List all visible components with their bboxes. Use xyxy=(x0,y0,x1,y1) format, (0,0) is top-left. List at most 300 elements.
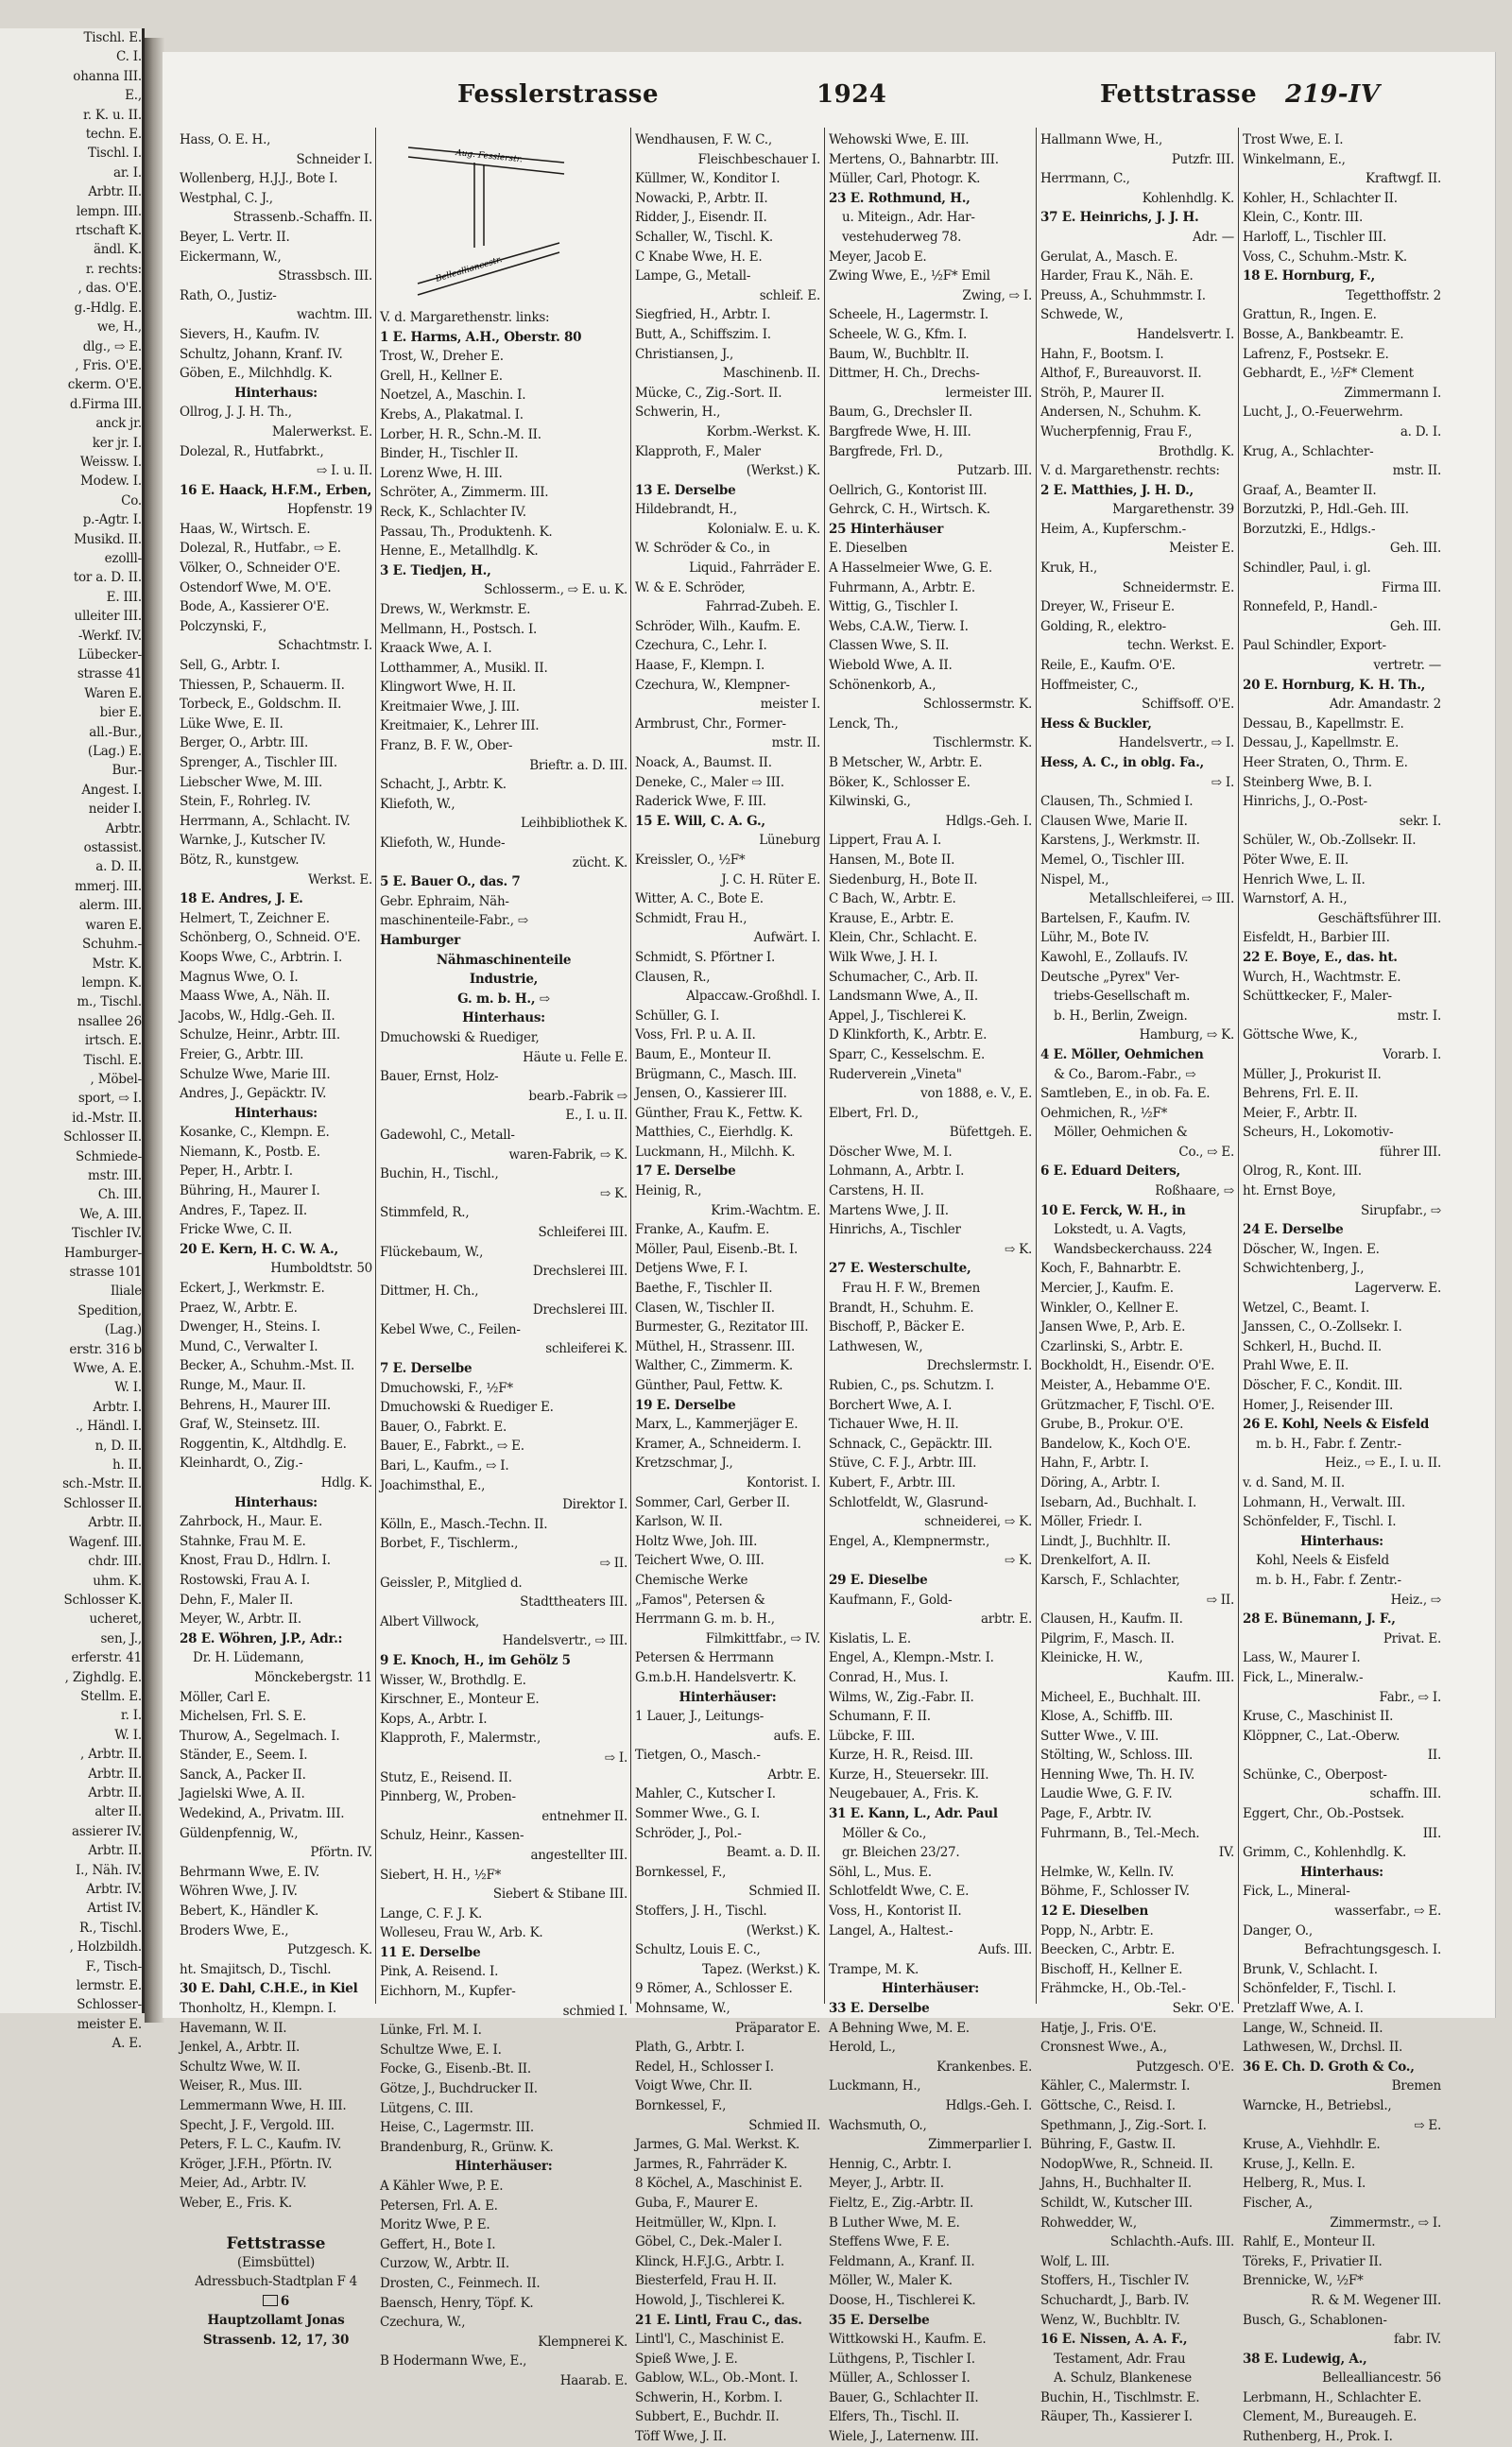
resident-entry: Tietgen, O., Masch.- xyxy=(635,1748,761,1764)
resident-entry: m. b. H., Fabr. f. Zentr.- xyxy=(1256,1572,1401,1588)
resident-entry: Thonholtz, H., Klempn. I. xyxy=(180,2001,336,2016)
resident-entry: Lange, C. F. J. K. xyxy=(380,1905,483,1921)
column-entries xyxy=(1243,130,1441,2447)
street-title: Fettstrasse xyxy=(226,2233,326,2253)
resident-entry: ⇨ K. xyxy=(600,1185,627,1201)
resident-entry: Janssen, C., O.-Zollsekr. I. xyxy=(1243,1319,1402,1336)
resident-entry: Deneke, C., Maler ⇨ III. xyxy=(635,774,784,790)
resident-entry: Schultz, Louis E. C., xyxy=(635,1942,761,1958)
previous-page-line: r. rechts: xyxy=(85,261,142,277)
resident-entry: Kruse, J., Kelln. E. xyxy=(1243,2156,1355,2172)
resident-entry: aufs. E. xyxy=(773,1728,820,1744)
resident-entry: Schröder, Wilh., Kaufm. E. xyxy=(635,618,800,634)
resident-entry: Hopfenstr. 19 xyxy=(286,502,372,518)
resident-entry: Graaf, A., Beamter II. xyxy=(1243,482,1377,498)
resident-entry: Brandt, H., Schuhm. E. xyxy=(829,1300,974,1316)
resident-entry: Detjens Wwe, F. I. xyxy=(635,1261,748,1277)
resident-entry: Fick, L., Mineralw.- xyxy=(1243,1669,1364,1685)
resident-entry: B Hodermann Wwe, E., xyxy=(380,2353,527,2369)
resident-entry: Schulze, Heinr., Arbtr. III. xyxy=(180,1027,340,1043)
resident-entry: Oehmichen, R., ½F* xyxy=(1040,1105,1168,1121)
resident-entry: ⇨ E. xyxy=(1414,2117,1441,2133)
resident-entry: Page, F., Arbtr. IV. xyxy=(1040,1806,1152,1822)
resident-entry: Wisser, W., Brothdlg. E. xyxy=(380,1672,526,1688)
previous-page-line: h. II. xyxy=(112,1457,142,1473)
resident-entry: Möller, Friedr. I. xyxy=(1040,1514,1143,1530)
resident-entry: 1 Lauer, J., Leitungs- xyxy=(635,1709,765,1725)
resident-entry: Heise, C., Lagermstr. III. xyxy=(380,2120,534,2136)
house-number-entry: Hess & Buckler, xyxy=(1040,715,1152,732)
resident-entry: Paul Schindler, Export- xyxy=(1243,638,1386,654)
resident-entry: „Famos", Petersen & xyxy=(635,1592,765,1608)
resident-entry: Kaufmann, F., Gold- xyxy=(829,1592,953,1608)
resident-entry: Wetzel, C., Beamt. I. xyxy=(1243,1300,1370,1316)
resident-entry: Siebert, H. H., ½F* xyxy=(380,1867,502,1883)
resident-entry: Jacobs, W., Hdlg.-Geh. II. xyxy=(180,1008,335,1024)
resident-entry: 9 Römer, A., Schlosser E. xyxy=(635,1981,793,1997)
resident-entry: W. & E. Schröder, xyxy=(635,579,746,595)
resident-entry: Eisfeldt, H., Barbier III. xyxy=(1243,930,1390,946)
resident-entry: Böhme, F., Schlosser IV. xyxy=(1040,1884,1190,1900)
resident-entry: B Luther Wwe, M. E. xyxy=(829,2214,960,2231)
resident-entry: Bosse, A., Bankbeamtr. E. xyxy=(1243,326,1404,342)
resident-entry: führer III. xyxy=(1379,1144,1441,1160)
resident-entry: Joachimsthal, E., xyxy=(380,1477,486,1493)
resident-entry: Matthies, C., Eierhdlg. K. xyxy=(635,1125,794,1141)
resident-entry: Lüthgens, P., Tischler I. xyxy=(829,2351,975,2367)
resident-entry: C Bach, W., Arbtr. E. xyxy=(829,891,956,907)
resident-entry: Reck, K., Schlachter IV. xyxy=(380,504,526,520)
resident-entry: Bargfrede Wwe, H. III. xyxy=(829,423,971,439)
resident-entry: Kruk, H., xyxy=(1040,560,1098,577)
house-number-entry: 19 E. Derselbe xyxy=(635,1397,736,1413)
resident-entry: Metallschleiferei, ⇨ III. xyxy=(1089,891,1234,907)
resident-entry: Mönckebergstr. 11 xyxy=(254,1669,372,1685)
resident-entry: Helmke, W., Kelln. IV. xyxy=(1040,1864,1175,1880)
resident-entry: Kramer, A., Schneiderm. I. xyxy=(635,1436,801,1452)
resident-entry: Strassenb.-Schaffn. II. xyxy=(232,210,372,226)
house-number-entry: 11 E. Derselbe xyxy=(380,1944,481,1960)
resident-entry: Neugebauer, A., Fris. K. xyxy=(829,1786,979,1802)
resident-entry: Kreitmaier, K., Lehrer III. xyxy=(380,718,540,734)
resident-entry: ht. Smajitsch, D., Tischl. xyxy=(180,1961,332,1977)
resident-entry: Henrich Wwe, L. II. xyxy=(1243,871,1366,887)
resident-entry: Redel, H., Schlosser I. xyxy=(635,2059,774,2075)
resident-entry: Scheele, W. G., Kfm. I. xyxy=(829,326,967,342)
resident-entry: Siebert & Stibane III. xyxy=(492,1887,627,1903)
house-number-entry: Hamburger xyxy=(380,933,461,948)
previous-page-line: ostassist. xyxy=(83,840,142,856)
resident-entry: Noetzel, A., Maschin. I. xyxy=(380,388,526,404)
header-page-number: 219-IV xyxy=(1285,80,1381,109)
resident-entry: Adr. — xyxy=(1193,229,1234,245)
resident-entry: Henning Wwe, Th. H. IV. xyxy=(1040,1766,1194,1783)
resident-entry: E. Dieselben xyxy=(829,541,908,557)
resident-entry: Schlachth.-Aufs. III. xyxy=(1109,2234,1234,2250)
resident-entry: Lemmermann Wwe, H. III. xyxy=(180,2097,347,2113)
resident-entry: Schwerin, H., xyxy=(635,405,721,421)
resident-entry: Havemann, W. II. xyxy=(180,2020,287,2036)
resident-entry: Trost, W., Dreher E. xyxy=(380,349,504,365)
resident-entry: waren-Fabrik, ⇨ K. xyxy=(508,1146,627,1163)
resident-entry: Lokstedt, u. A. Vagts, xyxy=(1054,1222,1187,1238)
previous-page-line: Schlosser- xyxy=(77,1997,142,2013)
resident-entry: Runge, M., Maur. II. xyxy=(180,1378,306,1393)
resident-entry: Brandenburg, R., Grünw. K. xyxy=(380,2139,554,2155)
resident-entry: Behrens, H., Maurer III. xyxy=(180,1397,331,1413)
resident-entry: techn. Werkst. E. xyxy=(1126,638,1234,654)
previous-page-line: We, A. III. xyxy=(79,1206,142,1222)
resident-entry: Gebr. Ephraim, Näh- xyxy=(380,893,509,909)
previous-page-line: ändl. K. xyxy=(93,242,142,258)
resident-entry: Bauer, G., Schlachter II. xyxy=(829,2389,979,2405)
resident-entry: wachtm. III. xyxy=(297,307,372,323)
previous-page-line: (Lag.) xyxy=(104,1322,142,1338)
resident-entry: Lütgens, C. III. xyxy=(380,2100,473,2116)
envelope-icon xyxy=(263,2295,278,2306)
resident-entry: Tapez. (Werkst.) K. xyxy=(702,1961,820,1977)
resident-entry: Pinnberg, W., Proben- xyxy=(380,1789,516,1805)
resident-entry: Stahnke, Frau M. E. xyxy=(180,1533,306,1549)
resident-entry: Kohl, Neels & Eisfeld xyxy=(1256,1553,1389,1569)
resident-entry: Klapproth, F., Maler xyxy=(635,443,761,459)
resident-entry: II. xyxy=(1427,1748,1441,1764)
resident-entry: Bellealliancestr. 56 xyxy=(1322,2370,1441,2387)
resident-entry: Zwing, ⇨ I. xyxy=(962,287,1032,303)
resident-entry: Göttsche, C., Reisd. I. xyxy=(1040,2097,1176,2113)
resident-entry: Bötz, R., kunstgew. xyxy=(180,852,300,868)
resident-entry: Raderick Wwe, F. III. xyxy=(635,794,766,810)
previous-page-line: alerm. III. xyxy=(78,898,142,914)
resident-entry: Franke, A., Kaufm. E. xyxy=(635,1222,770,1238)
resident-entry: Wolf, L. III. xyxy=(1040,2253,1110,2269)
previous-page-line: Artist IV. xyxy=(87,1901,142,1917)
resident-entry: Böker, K., Schlosser E. xyxy=(829,774,971,790)
resident-entry: m. b. H., Fabr. f. Zentr.- xyxy=(1256,1436,1401,1452)
resident-entry: Andersen, N., Schuhm. K. xyxy=(1040,405,1202,421)
resident-entry: Klingwort Wwe, H. II. xyxy=(380,680,516,696)
resident-entry: ht. Ernst Boye, xyxy=(1243,1183,1336,1199)
resident-entry: Frähmcke, H., Ob.-Tel.- xyxy=(1040,1981,1186,1997)
previous-page-line: all.-Bur., xyxy=(89,724,142,740)
resident-entry: Lafrenz, F., Postsekr. E. xyxy=(1243,346,1389,362)
resident-entry: Drechslermstr. I. xyxy=(926,1358,1032,1374)
previous-page-line: , Arbtr. II. xyxy=(80,1747,142,1763)
resident-entry: Wenz, W., Buchbltr. IV. xyxy=(1040,2312,1180,2328)
resident-entry: Putzgesch. K. xyxy=(287,1942,372,1958)
resident-entry: Clausen, H., Kaufm. II. xyxy=(1040,1611,1183,1628)
resident-entry: Schneider I. xyxy=(296,151,372,167)
resident-entry: Doose, H., Tischlerei K. xyxy=(829,2292,976,2308)
resident-entry: Kops, A., Arbtr. I. xyxy=(380,1711,488,1727)
resident-entry: Haas, W., Wirtsch. E. xyxy=(180,521,311,537)
resident-entry: Bremen xyxy=(1391,2078,1441,2094)
resident-entry: Korbm.-Werkst. K. xyxy=(706,423,820,439)
resident-entry: Danger, O., xyxy=(1243,1922,1313,1939)
resident-entry: von 1888, e. V., E. xyxy=(920,1086,1032,1102)
resident-entry: triebs-Gesellschaft m. xyxy=(1054,989,1191,1005)
resident-entry: Trampe, M. K. xyxy=(829,1961,919,1977)
previous-page-line: E., xyxy=(125,88,142,104)
resident-entry: Carstens, H. II. xyxy=(829,1183,924,1199)
house-number-entry: 22 E. Boye, E., das. ht. xyxy=(1243,949,1398,965)
resident-entry: Sirupfabr., ⇨ xyxy=(1361,1202,1441,1218)
resident-entry: Zimmerparlier I. xyxy=(928,2137,1032,2153)
resident-entry: Roggentin, K., Altdhdlg. E. xyxy=(180,1436,347,1452)
resident-entry: Geh. III. xyxy=(1389,541,1441,557)
house-number-entry: 17 E. Derselbe xyxy=(635,1163,736,1180)
resident-entry: Albert Villwock, xyxy=(380,1613,480,1629)
previous-page-line: r. K. u. II. xyxy=(82,107,142,123)
resident-entry: Kleinicke, H. W., xyxy=(1040,1650,1143,1666)
resident-entry: Schulz, Heinr., Kassen- xyxy=(380,1828,524,1844)
resident-entry: Zimmermann I. xyxy=(1344,385,1441,401)
resident-entry: Rubien, C., ps. Schutzm. I. xyxy=(829,1378,994,1393)
header-right-street: Fettstrasse xyxy=(1100,80,1258,109)
resident-entry: Brennicke, W., ½F* xyxy=(1243,2273,1364,2289)
resident-entry: Andres, F., Tapez. II. xyxy=(180,1202,307,1218)
section-heading: Industrie, xyxy=(469,972,539,988)
resident-entry: Bockholdt, H., Eisendr. O'E. xyxy=(1040,1358,1215,1374)
resident-entry: (Werkst.) K. xyxy=(746,1922,820,1939)
resident-entry: Klein, Chr., Schlacht. E. xyxy=(829,930,977,946)
resident-entry: Herrmann G. m. b. H., xyxy=(635,1611,775,1628)
resident-entry: Schultz, Johann, Kranf. IV. xyxy=(180,346,343,362)
resident-entry: Gablow, W.L., Ob.-Mont. I. xyxy=(635,2370,799,2387)
resident-entry: Hass, O. E. H., xyxy=(180,132,271,147)
resident-entry: Klempnerei K. xyxy=(538,2334,627,2350)
resident-entry: Dessau, J., Kapellmstr. E. xyxy=(1243,735,1399,751)
resident-entry: ⇨ I. xyxy=(604,1749,627,1766)
resident-entry: Webs, C.A.W., Tierw. I. xyxy=(829,618,969,634)
house-number-entry: 36 E. Ch. D. Groth & Co., xyxy=(1243,2059,1415,2075)
resident-entry: Beecken, C., Arbtr. E. xyxy=(1040,1942,1176,1958)
resident-entry: Heiz., ⇨ E., I. u. II. xyxy=(1324,1456,1441,1472)
resident-entry: Kohlenhdlg. K. xyxy=(1142,190,1234,206)
resident-entry: Humboldtstr. 50 xyxy=(270,1261,372,1277)
resident-entry: Brunk, V., Schlacht. I. xyxy=(1243,1961,1378,1977)
house-number-entry: 16 E. Haack, H.F.M., Erben, xyxy=(180,482,372,498)
resident-entry: Maschinenb. II. xyxy=(722,366,820,382)
resident-entry: Broders Wwe, E., xyxy=(180,1922,289,1939)
previous-page-line: alter II. xyxy=(94,1804,142,1820)
resident-entry: Harloff, L., Tischler III. xyxy=(1243,229,1386,245)
resident-entry: Martens Wwe, J. II. xyxy=(829,1202,949,1218)
header-year: 1924 xyxy=(816,80,887,109)
resident-entry: Luckmann, H., xyxy=(829,2078,921,2094)
resident-entry: u. Miteign., Adr. Har- xyxy=(842,210,975,226)
previous-page-line: Angest. I. xyxy=(81,782,142,798)
column-rule xyxy=(1036,128,1037,2004)
previous-page-line: anck jr. xyxy=(95,416,142,432)
resident-entry: Schaller, W., Tischl. K. xyxy=(635,229,773,245)
resident-entry: Schumacher, C., Arb. II. xyxy=(829,969,978,985)
resident-entry: Hdlg. K. xyxy=(320,1474,372,1491)
resident-entry: Wilk Wwe, J. H. I. xyxy=(829,949,938,965)
resident-entry: Geffert, H., Bote I. xyxy=(380,2236,496,2252)
resident-entry: Golding, R., elektro- xyxy=(1040,618,1166,634)
resident-entry: Krug, A., Schlachter- xyxy=(1243,443,1374,459)
resident-entry: Lotthammer, A., Musikl. II. xyxy=(380,660,548,676)
resident-entry: Chemische Werke xyxy=(635,1572,748,1588)
resident-entry: Schildt, W., Kutscher III. xyxy=(1040,2195,1193,2211)
resident-entry: schmied I. xyxy=(562,2003,627,2019)
resident-entry: Wurch, H., Wachtmstr. E. xyxy=(1243,969,1401,985)
previous-page-line: ar. I. xyxy=(112,164,142,181)
previous-page-line: W. I. xyxy=(114,1727,142,1743)
directory-column-6 xyxy=(1243,130,1441,2445)
resident-entry: Günther, Paul, Fettw. K. xyxy=(635,1378,783,1393)
resident-entry: Fuhrmann, B., Tel.-Mech. xyxy=(1040,1825,1200,1841)
resident-entry: Putzfr. III. xyxy=(1171,151,1234,167)
resident-entry: Frau H. F. W., Bremen xyxy=(842,1281,981,1297)
resident-entry: Thiessen, P., Schauerm. II. xyxy=(180,677,345,693)
resident-entry: Schleiferei III. xyxy=(538,1224,627,1240)
resident-entry: Bandelow, K., Koch O'E. xyxy=(1040,1436,1191,1452)
resident-entry: Schmidt, Frau H., xyxy=(635,910,747,926)
previous-page-line: assierer IV. xyxy=(71,1823,142,1839)
previous-page-line: g.-Hdlg. E. xyxy=(74,300,142,316)
resident-entry: Dittmer, H. Ch., Drechs- xyxy=(829,366,980,382)
section-heading: Hinterhaus: xyxy=(1300,1864,1383,1880)
resident-entry: Schüller, G. I. xyxy=(635,1008,720,1024)
resident-entry: Müthel, H., Strassenr. III. xyxy=(635,1338,795,1354)
resident-entry: Moritz Wwe, P. E. xyxy=(380,2217,490,2233)
resident-entry: Petersen, Frl. A. E. xyxy=(380,2197,498,2214)
resident-entry: IV. xyxy=(1218,1845,1234,1861)
resident-entry: Andres, J., Gepäcktr. IV. xyxy=(180,1086,327,1102)
resident-entry: Clasen, W., Tischler II. xyxy=(635,1300,775,1316)
previous-page-line: Arbtr. II. xyxy=(88,1515,142,1531)
resident-entry: Adr. Amandastr. 2 xyxy=(1329,697,1441,713)
city-plan-ref: Adressbuch-Stadtplan F 4 xyxy=(195,2274,357,2290)
resident-entry: Bischoff, H., Kellner E. xyxy=(1040,1961,1183,1977)
resident-entry: Jarmes, G. Mal. Werkst. K. xyxy=(635,2137,800,2153)
resident-entry: Schmidt, S. Pförtner I. xyxy=(635,949,776,965)
resident-entry: Schacht, J., Arbtr. K. xyxy=(380,777,507,793)
house-number-entry: 31 E. Kann, L., Adr. Paul xyxy=(829,1806,998,1822)
resident-entry: Graf, W., Steinsetz. III. xyxy=(180,1417,320,1433)
resident-entry: Wolleseu, Frau W., Arb. K. xyxy=(380,1925,543,1941)
previous-page-line: dlg., ⇨ E. xyxy=(82,338,142,354)
resident-entry: Zimmermstr., ⇨ I. xyxy=(1330,2214,1441,2231)
house-number-entry: 18 E. Hornburg, F., xyxy=(1243,268,1375,284)
resident-entry: Schlosserm., ⇨ E. u. K. xyxy=(484,582,627,598)
house-number-entry: 24 E. Derselbe xyxy=(1243,1222,1344,1238)
resident-entry: Gehrck, C. H., Wirtsch. K. xyxy=(829,502,990,518)
resident-entry: Jansen Wwe, P., Arb. E. xyxy=(1040,1319,1186,1336)
resident-entry: Borbet, F., Tischlerm., xyxy=(380,1536,519,1552)
resident-entry: Firma III. xyxy=(1381,579,1441,595)
resident-entry: sekr. I. xyxy=(1399,813,1441,829)
resident-entry: R. & M. Wegener III. xyxy=(1311,2292,1441,2308)
resident-entry: Steffens Wwe, F. E. xyxy=(829,2234,950,2250)
resident-entry: Wendhausen, F. W. C., xyxy=(635,132,772,147)
resident-entry: Eickermann, W., xyxy=(180,249,282,265)
previous-page-line: we, H., xyxy=(96,319,142,336)
previous-page-line: A. E. xyxy=(112,2036,142,2052)
previous-page-line: uhm. K. xyxy=(93,1573,142,1589)
previous-page-line: m., Tischl. xyxy=(77,994,142,1010)
house-number-entry: 13 E. Derselbe xyxy=(635,482,736,498)
previous-page-line: , das. O'E. xyxy=(77,281,142,297)
resident-entry: Lass, W., Maurer I. xyxy=(1243,1650,1361,1666)
resident-entry: Töff Wwe, J. II. xyxy=(635,2429,727,2445)
column-rule xyxy=(1238,128,1239,2004)
resident-entry: maschinenteile-Fabr., ⇨ xyxy=(380,913,528,929)
resident-entry: Mund, C., Verwalter I. xyxy=(180,1338,318,1354)
resident-entry: Werkst. E. xyxy=(308,871,372,887)
resident-entry: Trost Wwe, E. I. xyxy=(1243,132,1344,147)
resident-entry: Söhl, L., Mus. E. xyxy=(829,1864,932,1880)
resident-entry: Schröter, A., Zimmerm. III. xyxy=(380,485,549,501)
resident-entry: schleiferei K. xyxy=(545,1341,627,1357)
resident-entry: Befrachtungsgesch. I. xyxy=(1304,1942,1441,1958)
section-heading: Hinterhäuser: xyxy=(679,1689,777,1705)
resident-entry: Geissler, P., Mitglied d. xyxy=(380,1575,523,1591)
resident-entry: W. Schröder & Co., in xyxy=(635,541,770,557)
resident-entry: Peper, H., Arbtr. I. xyxy=(180,1163,293,1180)
resident-entry: Dwenger, H., Steins. I. xyxy=(180,1319,320,1336)
resident-entry: Schwede, W., xyxy=(1040,307,1124,323)
resident-entry: Focke, G., Eisenb.-Bt. II. xyxy=(380,2061,531,2077)
house-number-entry: 27 E. Westerschulte, xyxy=(829,1261,971,1277)
resident-entry: Krankenbes. E. xyxy=(936,2059,1032,2075)
resident-entry: A Kähler Wwe, P. E. xyxy=(380,2179,504,2194)
resident-entry: Wachsmuth, O., xyxy=(829,2117,927,2133)
resident-entry: Putzarb. III. xyxy=(956,463,1032,479)
resident-entry: Popp, N., Arbtr. E. xyxy=(1040,1922,1154,1939)
resident-entry: Müller, J., Prokurist II. xyxy=(1243,1066,1382,1082)
resident-entry: Bartelsen, F., Kaufm. IV. xyxy=(1040,910,1191,926)
resident-entry: Baethe, F., Tischler II. xyxy=(635,1281,773,1297)
resident-entry: Homer, J., Reisender III. xyxy=(1243,1397,1393,1413)
resident-entry: Döscher Wwe, M. I. xyxy=(829,1144,953,1160)
previous-page-line: Schlosser II. xyxy=(63,1129,142,1146)
resident-entry: ⇨ II. xyxy=(1206,1592,1234,1608)
resident-entry: Bauer, O., Fabrkt. E. xyxy=(380,1419,507,1435)
resident-entry: Lagerverw. E. xyxy=(1354,1281,1441,1297)
resident-entry: Lüneburg xyxy=(759,833,820,849)
resident-entry: Voss, C., Schuhm.-Mstr. K. xyxy=(1243,249,1407,265)
resident-entry: Kolonialw. E. u. K. xyxy=(707,521,820,537)
previous-page-line: Schmiede- xyxy=(75,1148,142,1164)
resident-entry: Ruderverein „Vineta" xyxy=(829,1066,962,1082)
house-number-entry: 33 E. Derselbe xyxy=(829,2001,930,2016)
resident-entry: Grube, B., Prokur. O'E. xyxy=(1040,1417,1184,1433)
resident-entry: Schachtmstr. I. xyxy=(278,638,372,654)
resident-entry: Westphal, C. J., xyxy=(180,190,273,206)
house-number-entry: 1 E. Harms, A.H., Oberstr. 80 xyxy=(380,329,582,345)
previous-page-line: strasse 41 xyxy=(77,666,142,682)
resident-entry: Testament, Adr. Frau xyxy=(1054,2351,1186,2367)
fettstrasse-box xyxy=(180,2234,372,2351)
previous-page-line: erstr. 316 b xyxy=(69,1341,142,1357)
resident-entry: Wollenberg, H.J.J., Bote I. xyxy=(180,171,338,187)
previous-page-line: Ch. III. xyxy=(97,1187,142,1203)
resident-entry: Kraftwgf. II. xyxy=(1365,171,1441,187)
previous-page-line: Waren E. xyxy=(84,685,142,701)
resident-entry: Haase, F., Klempn. I. xyxy=(635,658,765,674)
resident-entry: Göbel, C., Dek.-Maler I. xyxy=(635,2234,782,2250)
resident-entry: Räuper, Th., Kassierer I. xyxy=(1040,2409,1193,2425)
resident-entry: Kosanke, C., Klempn. E. xyxy=(180,1125,330,1141)
resident-entry: Baum, E., Monteur II. xyxy=(635,1046,771,1062)
resident-entry: Alpaccaw.-Großhdl. I. xyxy=(686,989,820,1005)
resident-entry: Preuss, A., Schuhmmstr. I. xyxy=(1040,287,1206,303)
resident-entry: Möller, W., Maler K. xyxy=(829,2273,953,2289)
column-rule xyxy=(630,128,631,2004)
